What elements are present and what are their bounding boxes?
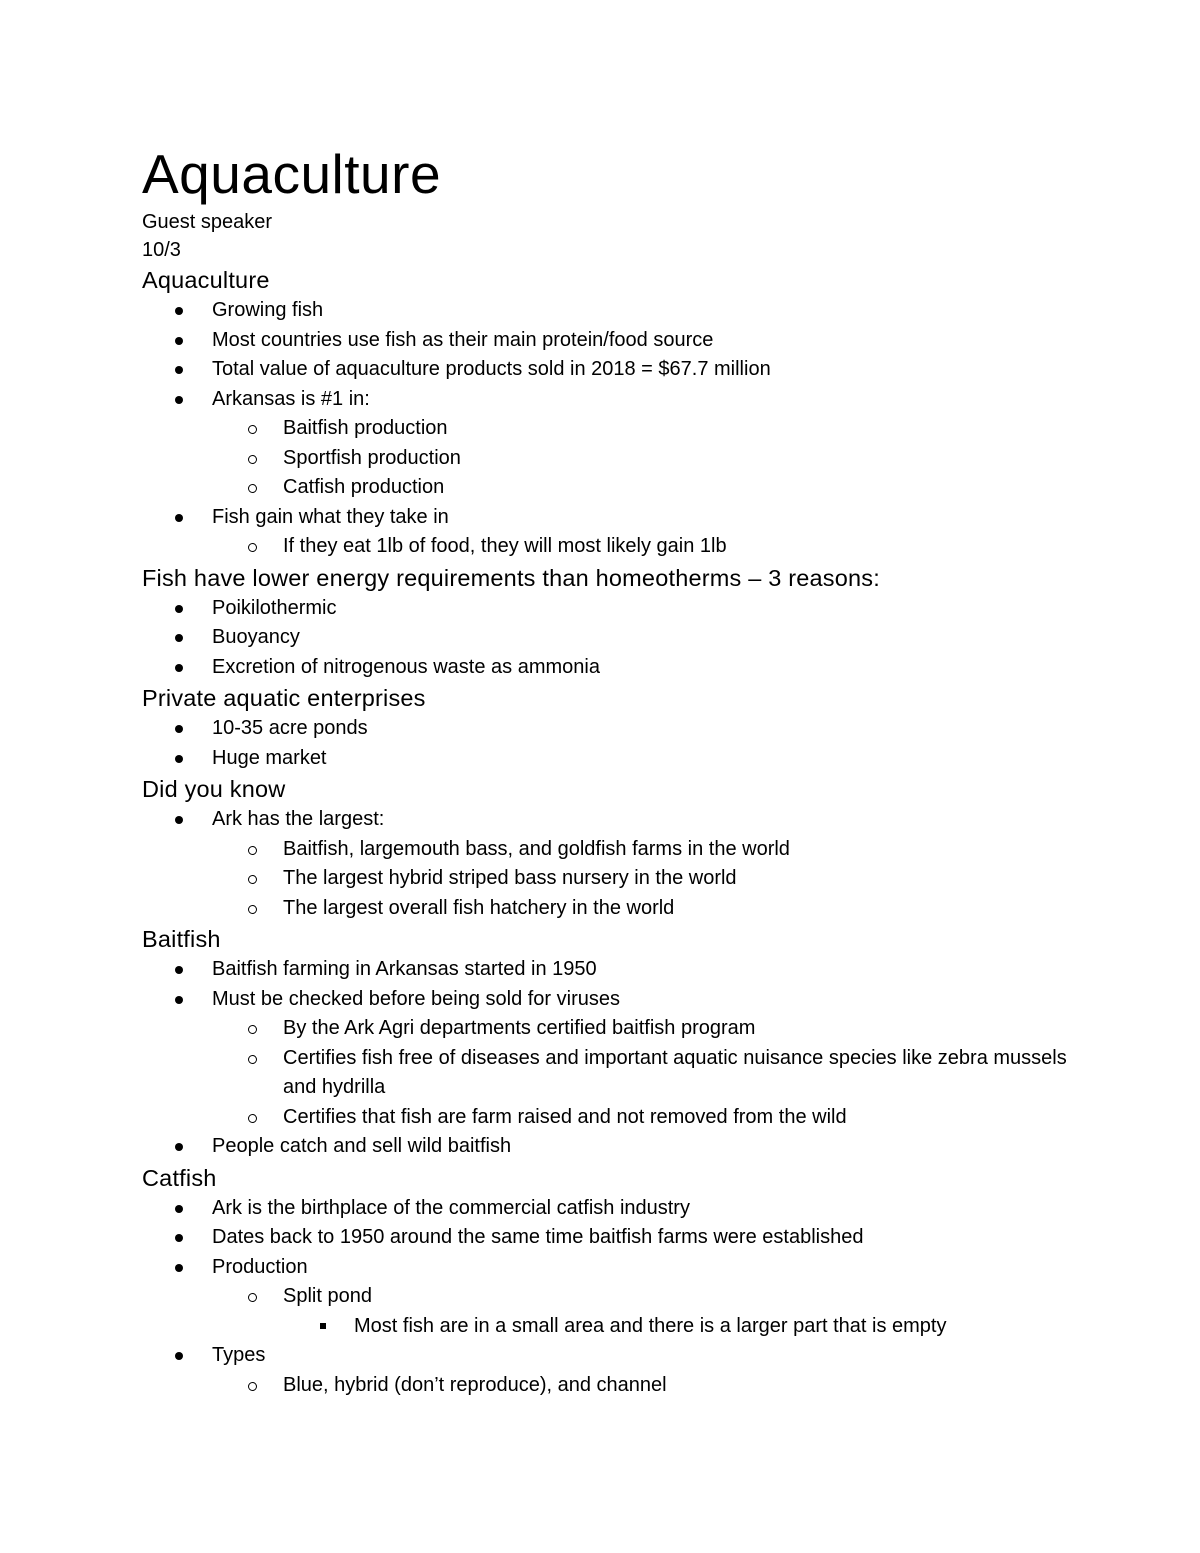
section-heading: Did you know (142, 776, 286, 802)
list-item-text: Baitfish farming in Arkansas started in 1950 (212, 958, 597, 980)
list-item-text: By the Ark Agri departments certified baitfish program (283, 1017, 756, 1039)
list-item (142, 894, 1102, 924)
list-item-text: Types (212, 1344, 266, 1366)
list-item (142, 532, 1102, 562)
bullet-list (142, 805, 1102, 923)
list-item (142, 955, 1102, 985)
list-item (142, 1103, 1102, 1133)
list-item (142, 296, 1102, 326)
list-item-text: Ark has the largest: (212, 808, 385, 830)
list-item-text: If they eat 1lb of food, they will most likely gain 1lb (283, 535, 727, 557)
bullet-list (142, 955, 1102, 1162)
list-item-text: Must be checked before being sold for viruses (212, 987, 620, 1010)
list-item (142, 444, 1102, 474)
list-item (142, 744, 1102, 774)
list-item (142, 1253, 1102, 1283)
list-item-text: Dates back to 1950 around the same time baitfish farms were established (212, 1226, 864, 1248)
list-item (142, 503, 1102, 533)
list-item-text: Production (212, 1255, 308, 1278)
section-heading: Catfish (142, 1164, 217, 1191)
list-item-text: Growing fish (212, 299, 324, 321)
list-item-text: Split pond (283, 1285, 372, 1307)
section-heading: Fish have lower energy requirements than homeotherms – 3 reasons: (142, 564, 880, 591)
section-heading: Aquaculture (142, 267, 270, 293)
list-item (142, 1044, 1102, 1103)
list-item-text: Certifies fish free of diseases and important aquatic nuisance species like zebra mussels and hydrilla (283, 1046, 1067, 1098)
list-item (142, 1014, 1102, 1044)
section-heading: Baitfish (142, 926, 221, 952)
bullet-list (142, 1194, 1102, 1401)
list-item (142, 1371, 1102, 1401)
list-item (142, 326, 1102, 356)
list-item-text: Catfish production (283, 476, 445, 498)
list-item (142, 385, 1102, 415)
list-item (142, 714, 1102, 744)
list-item-text: Most fish are in a small area and there is a larger part that is empty (354, 1314, 947, 1337)
bullet-list (142, 296, 1102, 562)
bullet-list (142, 594, 1102, 683)
list-item-text: Fish gain what they take in (212, 505, 449, 528)
list-item (142, 1341, 1102, 1371)
list-item-text: Ark is the birthplace of the commercial catfish industry (212, 1196, 690, 1219)
list-item (142, 805, 1102, 835)
list-item-text: The largest overall fish hatchery in the world (283, 896, 675, 919)
document-title: Aquaculture (142, 143, 442, 205)
notes-sections (142, 264, 1102, 1400)
list-item (142, 653, 1102, 683)
list-item (142, 1282, 1102, 1312)
list-item (142, 1223, 1102, 1253)
list-item (142, 623, 1102, 653)
list-item (142, 985, 1102, 1015)
list-item-text: Most countries use fish as their main protein/food source (212, 328, 714, 351)
list-item-text: Sportfish production (283, 446, 461, 469)
list-item (142, 473, 1102, 503)
list-item (142, 1132, 1102, 1162)
list-item-text: People catch and sell wild baitfish (212, 1135, 512, 1157)
list-item-text: Certifies that fish are farm raised and not removed from the wild (283, 1105, 847, 1128)
guest-speaker-line: Guest speaker (142, 211, 273, 233)
section-heading: Private aquatic enterprises (142, 685, 426, 711)
list-item-text: Excretion of nitrogenous waste as ammonia (212, 655, 600, 678)
list-item-text: Huge market (212, 746, 327, 769)
list-item (142, 1194, 1102, 1224)
list-item-text: 10-35 acre ponds (212, 717, 368, 739)
list-item (142, 1312, 1102, 1342)
list-item-text: The largest hybrid striped bass nursery in the world (283, 867, 737, 889)
list-item (142, 835, 1102, 865)
list-item-text: Blue, hybrid (don’t reproduce), and channel (283, 1373, 667, 1396)
list-item-text: Buoyancy (212, 626, 300, 648)
list-item-text: Arkansas is #1 in: (212, 387, 370, 410)
list-item-text: Baitfish, largemouth bass, and goldfish farms in the world (283, 837, 790, 860)
list-item-text: Total value of aquaculture products sold in 2018 = $67.7 million (212, 358, 771, 380)
list-item (142, 594, 1102, 624)
list-item-text: Baitfish production (283, 417, 448, 439)
date-line: 10/3 (142, 239, 181, 261)
bullet-list (142, 714, 1102, 773)
document-body (142, 140, 1102, 1400)
list-item (142, 414, 1102, 444)
list-item (142, 355, 1102, 385)
list-item-text: Poikilothermic (212, 596, 337, 619)
list-item (142, 864, 1102, 894)
